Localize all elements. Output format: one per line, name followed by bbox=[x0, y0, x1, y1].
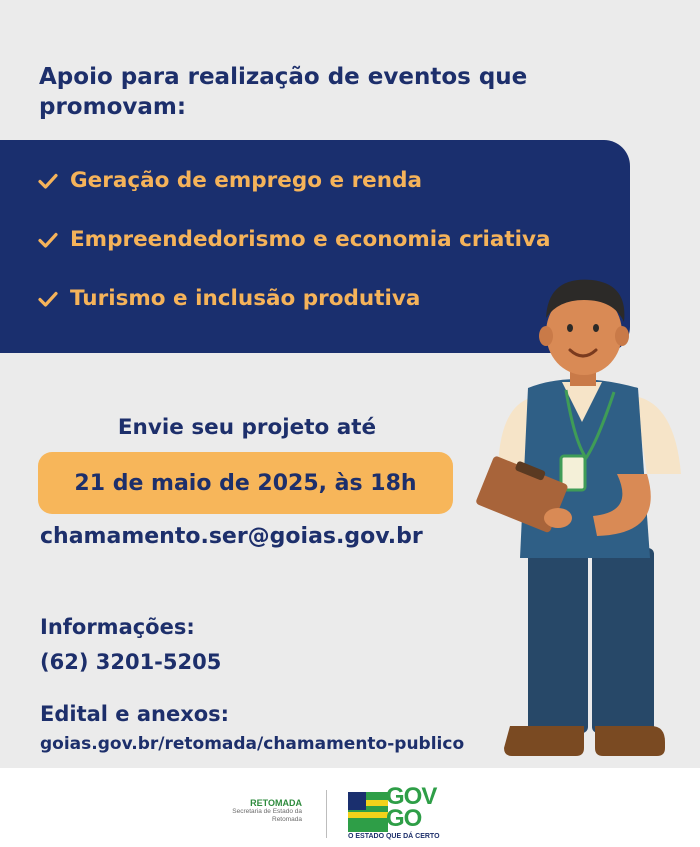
contact-email[interactable]: chamamento.ser@goias.gov.br bbox=[40, 524, 423, 549]
retomada-logo bbox=[232, 798, 302, 824]
man-with-clipboard-illustration bbox=[470, 278, 700, 770]
deadline-label: Envie seu projeto até bbox=[117, 415, 377, 440]
gov-logo-bottom: GO bbox=[386, 805, 422, 832]
highlight-item-label: Empreendedorismo e economia criativa bbox=[70, 227, 551, 252]
check-icon bbox=[36, 169, 60, 193]
gov-go-wordmark bbox=[386, 783, 437, 832]
highlight-item bbox=[36, 227, 551, 252]
gov-go-logo bbox=[348, 783, 458, 844]
footer bbox=[0, 768, 700, 847]
info-label: Informações: bbox=[40, 615, 195, 639]
footer-divider bbox=[326, 790, 327, 838]
highlight-item-label: Geração de emprego e renda bbox=[70, 168, 422, 193]
gov-logo-top: GOV bbox=[386, 783, 437, 810]
retomada-brand: RETOMADA bbox=[250, 798, 302, 808]
deadline-badge: 21 de maio de 2025, às 18h bbox=[38, 452, 453, 514]
info-phone[interactable]: (62) 3201-5205 bbox=[40, 650, 222, 674]
check-icon bbox=[36, 228, 60, 252]
highlight-item-label: Turismo e inclusão produtiva bbox=[70, 286, 421, 311]
highlight-item bbox=[36, 168, 422, 193]
edital-link[interactable]: goias.gov.br/retomada/chamamento-publico bbox=[40, 734, 465, 754]
check-icon bbox=[36, 287, 60, 311]
edital-label: Edital e anexos: bbox=[40, 702, 230, 726]
retomada-subtitle: Secretaria de Estado da Retomada bbox=[232, 808, 302, 823]
highlight-item bbox=[36, 286, 420, 311]
flag-icon bbox=[348, 786, 388, 832]
gov-slogan: O ESTADO QUE DÁ CERTO bbox=[348, 833, 440, 840]
headline: Apoio para realização de eventos que promovam: bbox=[39, 64, 528, 120]
